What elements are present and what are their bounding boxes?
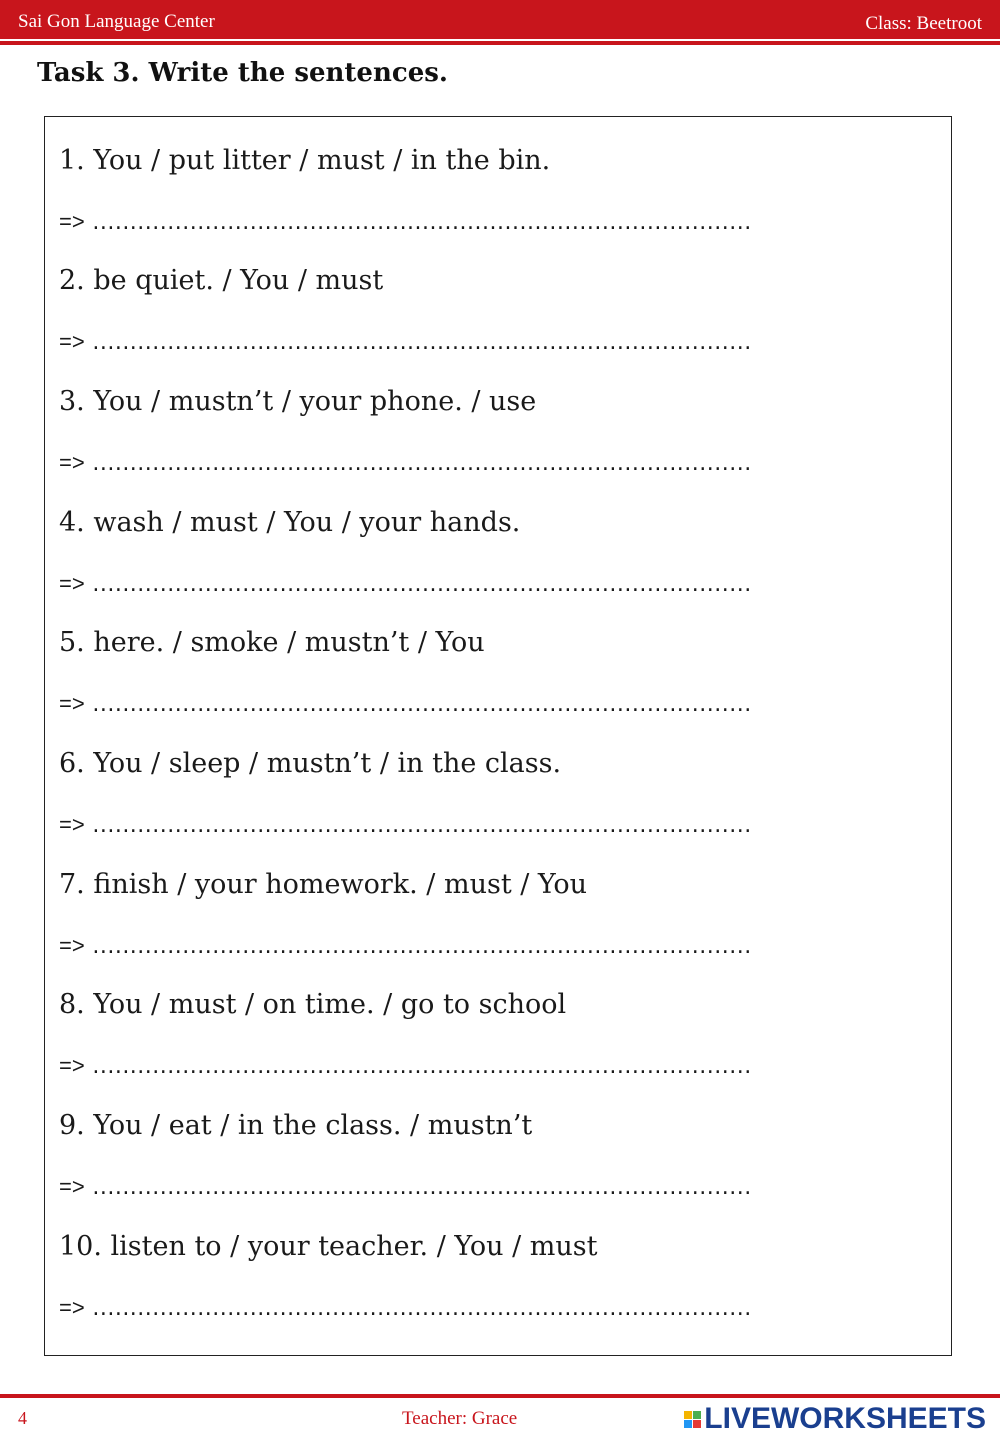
- item-prompt: 1. You / put litter / must / in the bin.: [59, 145, 551, 176]
- answer-line[interactable]: [59, 931, 752, 959]
- exercise-item: [59, 1110, 939, 1200]
- answer-prefix: =>: [59, 1053, 85, 1078]
- task-title: Task 3. Write the sentences.: [37, 58, 448, 88]
- answer-line[interactable]: [59, 327, 752, 355]
- answer-dots: ........................................................................................: [92, 1054, 752, 1079]
- item-prompt: 9. You / eat / in the class. / mustn’t: [59, 1110, 533, 1141]
- answer-prefix: =>: [59, 1174, 85, 1199]
- footer-divider: [0, 1394, 1000, 1398]
- exercise-item: [59, 1231, 939, 1321]
- item-prompt: 3. You / mustn’t / your phone. / use: [59, 386, 537, 417]
- liveworksheets-logo-icon: [684, 1411, 701, 1428]
- item-prompt: 6. You / sleep / mustn’t / in the class.: [59, 748, 562, 779]
- exercise-item: [59, 386, 939, 476]
- item-prompt: 4. wash / must / You / your hands.: [59, 507, 521, 538]
- answer-dots: ........................................................................................: [92, 210, 752, 235]
- header-divider: [0, 41, 1000, 45]
- item-prompt: 8. You / must / on time. / go to school: [59, 989, 567, 1020]
- answer-line[interactable]: [59, 810, 752, 838]
- item-prompt: 5. here. / smoke / mustn’t / You: [59, 627, 485, 658]
- answer-dots: ........................................................................................: [92, 330, 752, 355]
- logo-text: LIVEWORKSHEETS: [704, 1402, 986, 1435]
- item-prompt: 10. listen to / your teacher. / You / must: [59, 1231, 598, 1262]
- answer-line[interactable]: [59, 1051, 752, 1079]
- item-prompt: 7. finish / your homework. / must / You: [59, 869, 588, 900]
- answer-dots: ........................................................................................: [92, 572, 752, 597]
- exercise-item: [59, 507, 939, 597]
- center-name: Sai Gon Language Center: [18, 11, 215, 32]
- answer-prefix: =>: [59, 571, 85, 596]
- answer-dots: ........................................................................................: [92, 934, 752, 959]
- exercise-item: [59, 265, 939, 355]
- answer-dots: ........................................................................................: [92, 451, 752, 476]
- teacher-label: Teacher: Grace: [402, 1408, 518, 1429]
- exercise-item: [59, 869, 939, 959]
- answer-prefix: =>: [59, 933, 85, 958]
- answer-prefix: =>: [59, 329, 85, 354]
- answer-line[interactable]: [59, 1293, 752, 1321]
- answer-prefix: =>: [59, 691, 85, 716]
- answer-dots: ........................................................................................: [92, 1175, 752, 1200]
- liveworksheets-logo[interactable]: [684, 1402, 986, 1436]
- answer-prefix: =>: [59, 812, 85, 837]
- answer-line[interactable]: [59, 1172, 752, 1200]
- exercise-item: [59, 145, 939, 235]
- answer-line[interactable]: [59, 689, 752, 717]
- answer-line[interactable]: [59, 569, 752, 597]
- page-number: 4: [18, 1408, 27, 1428]
- answer-dots: ........................................................................................: [92, 813, 752, 838]
- answer-line[interactable]: [59, 448, 752, 476]
- exercise-box: [44, 116, 952, 1356]
- item-prompt: 2. be quiet. / You / must: [59, 265, 384, 296]
- exercise-item: [59, 989, 939, 1079]
- answer-dots: ........................................................................................: [92, 1296, 752, 1321]
- answer-dots: ........................................................................................: [92, 692, 752, 717]
- answer-prefix: =>: [59, 1295, 85, 1320]
- answer-prefix: =>: [59, 450, 85, 475]
- exercise-item: [59, 627, 939, 717]
- class-label: Class: Beetroot: [865, 13, 982, 34]
- exercise-item: [59, 748, 939, 838]
- answer-line[interactable]: [59, 207, 752, 235]
- answer-prefix: =>: [59, 209, 85, 234]
